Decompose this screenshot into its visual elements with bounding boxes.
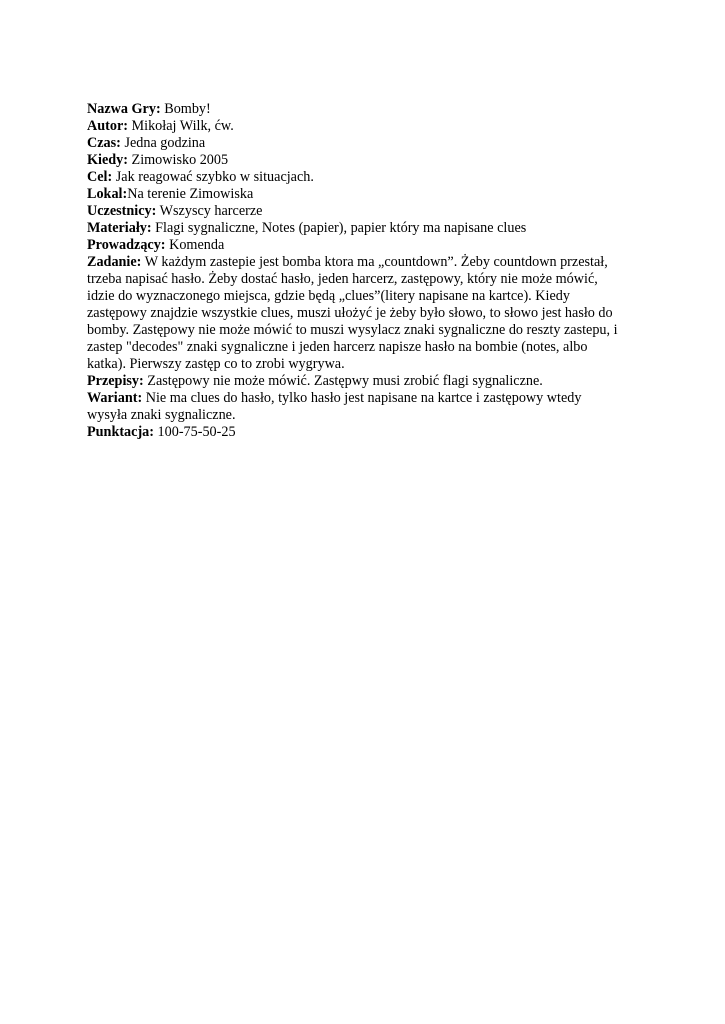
scoring-text: 100-75-50-25	[157, 424, 236, 440]
task-line: katka). Pierwszy zastęp co to zrobi wygrywa.	[87, 356, 345, 372]
field-materials	[87, 220, 647, 237]
field-value: Na terenie Zimowiska	[127, 186, 254, 202]
field-game-name	[87, 101, 647, 118]
field-time	[87, 135, 647, 152]
task-text: W każdym zastepie jest bomba ktora ma „countdown”. Żeby countdown przestał,	[144, 254, 608, 270]
field-value: Zimowisko 2005	[131, 152, 229, 168]
game-card	[87, 101, 647, 441]
field-participants	[87, 203, 647, 220]
section-task	[87, 254, 647, 373]
variant-line	[87, 390, 647, 407]
field-value: Jak reagować szybko w situacjach.	[115, 169, 314, 185]
field-author	[87, 118, 647, 135]
field-value: Komenda	[169, 237, 225, 253]
field-value: Bomby!	[164, 101, 211, 117]
field-label: Cel:	[87, 169, 113, 185]
task-line	[87, 254, 647, 271]
scoring-label: Punktacja:	[87, 424, 154, 440]
field-label: Autor:	[87, 118, 128, 134]
task-line: zastępowy znajdzie wszystkie clues, muszi ułożyć je żeby było słowo, to słowo jest hasło do	[87, 305, 613, 321]
field-label: Kiedy:	[87, 152, 128, 168]
task-line: zastep "decodes" znaki sygnaliczne i jeden harcerz napisze hasło na bombie (notes, albo	[87, 339, 588, 355]
field-when	[87, 152, 647, 169]
field-value: Mikołaj Wilk, ćw.	[131, 118, 234, 134]
section-rules	[87, 373, 647, 390]
field-location	[87, 186, 647, 203]
variant-label: Wariant:	[87, 390, 143, 406]
section-scoring	[87, 424, 647, 441]
task-line: trzeba napisać hasło. Żeby dostać hasło, jeden harcerz, zastępowy, który nie może mówić,	[87, 271, 598, 287]
field-value: Flagi sygnaliczne, Notes (papier), papier który ma napisane clues	[155, 220, 527, 236]
field-label: Prowadzący:	[87, 237, 166, 253]
field-value: Wszyscy harcerze	[159, 203, 263, 219]
task-label: Zadanie:	[87, 254, 142, 270]
field-label: Nazwa Gry:	[87, 101, 161, 117]
field-leaders	[87, 237, 647, 254]
field-goal	[87, 169, 647, 186]
rules-text: Zastępowy nie może mówić. Zastępwy musi zrobić flagi sygnaliczne.	[147, 373, 543, 389]
field-label: Uczestnicy:	[87, 203, 157, 219]
section-variant	[87, 390, 647, 424]
task-line: bomby. Zastępowy nie może mówić to muszi wysylacz znaki sygnaliczne do reszty zastepu, i	[87, 322, 618, 338]
field-label: Lokal:	[87, 186, 128, 202]
rules-label: Przepisy:	[87, 373, 144, 389]
variant-text: Nie ma clues do hasło, tylko hasło jest napisane na kartce i zastępowy wtedy	[145, 390, 582, 406]
variant-line: wysyła znaki sygnaliczne.	[87, 407, 236, 423]
field-label: Materiały:	[87, 220, 152, 236]
field-label: Czas:	[87, 135, 121, 151]
field-value: Jedna godzina	[124, 135, 206, 151]
task-line: idzie do wyznaczonego miejsca, gdzie będą „clues”(litery napisane na kartce). Kiedy	[87, 288, 570, 304]
